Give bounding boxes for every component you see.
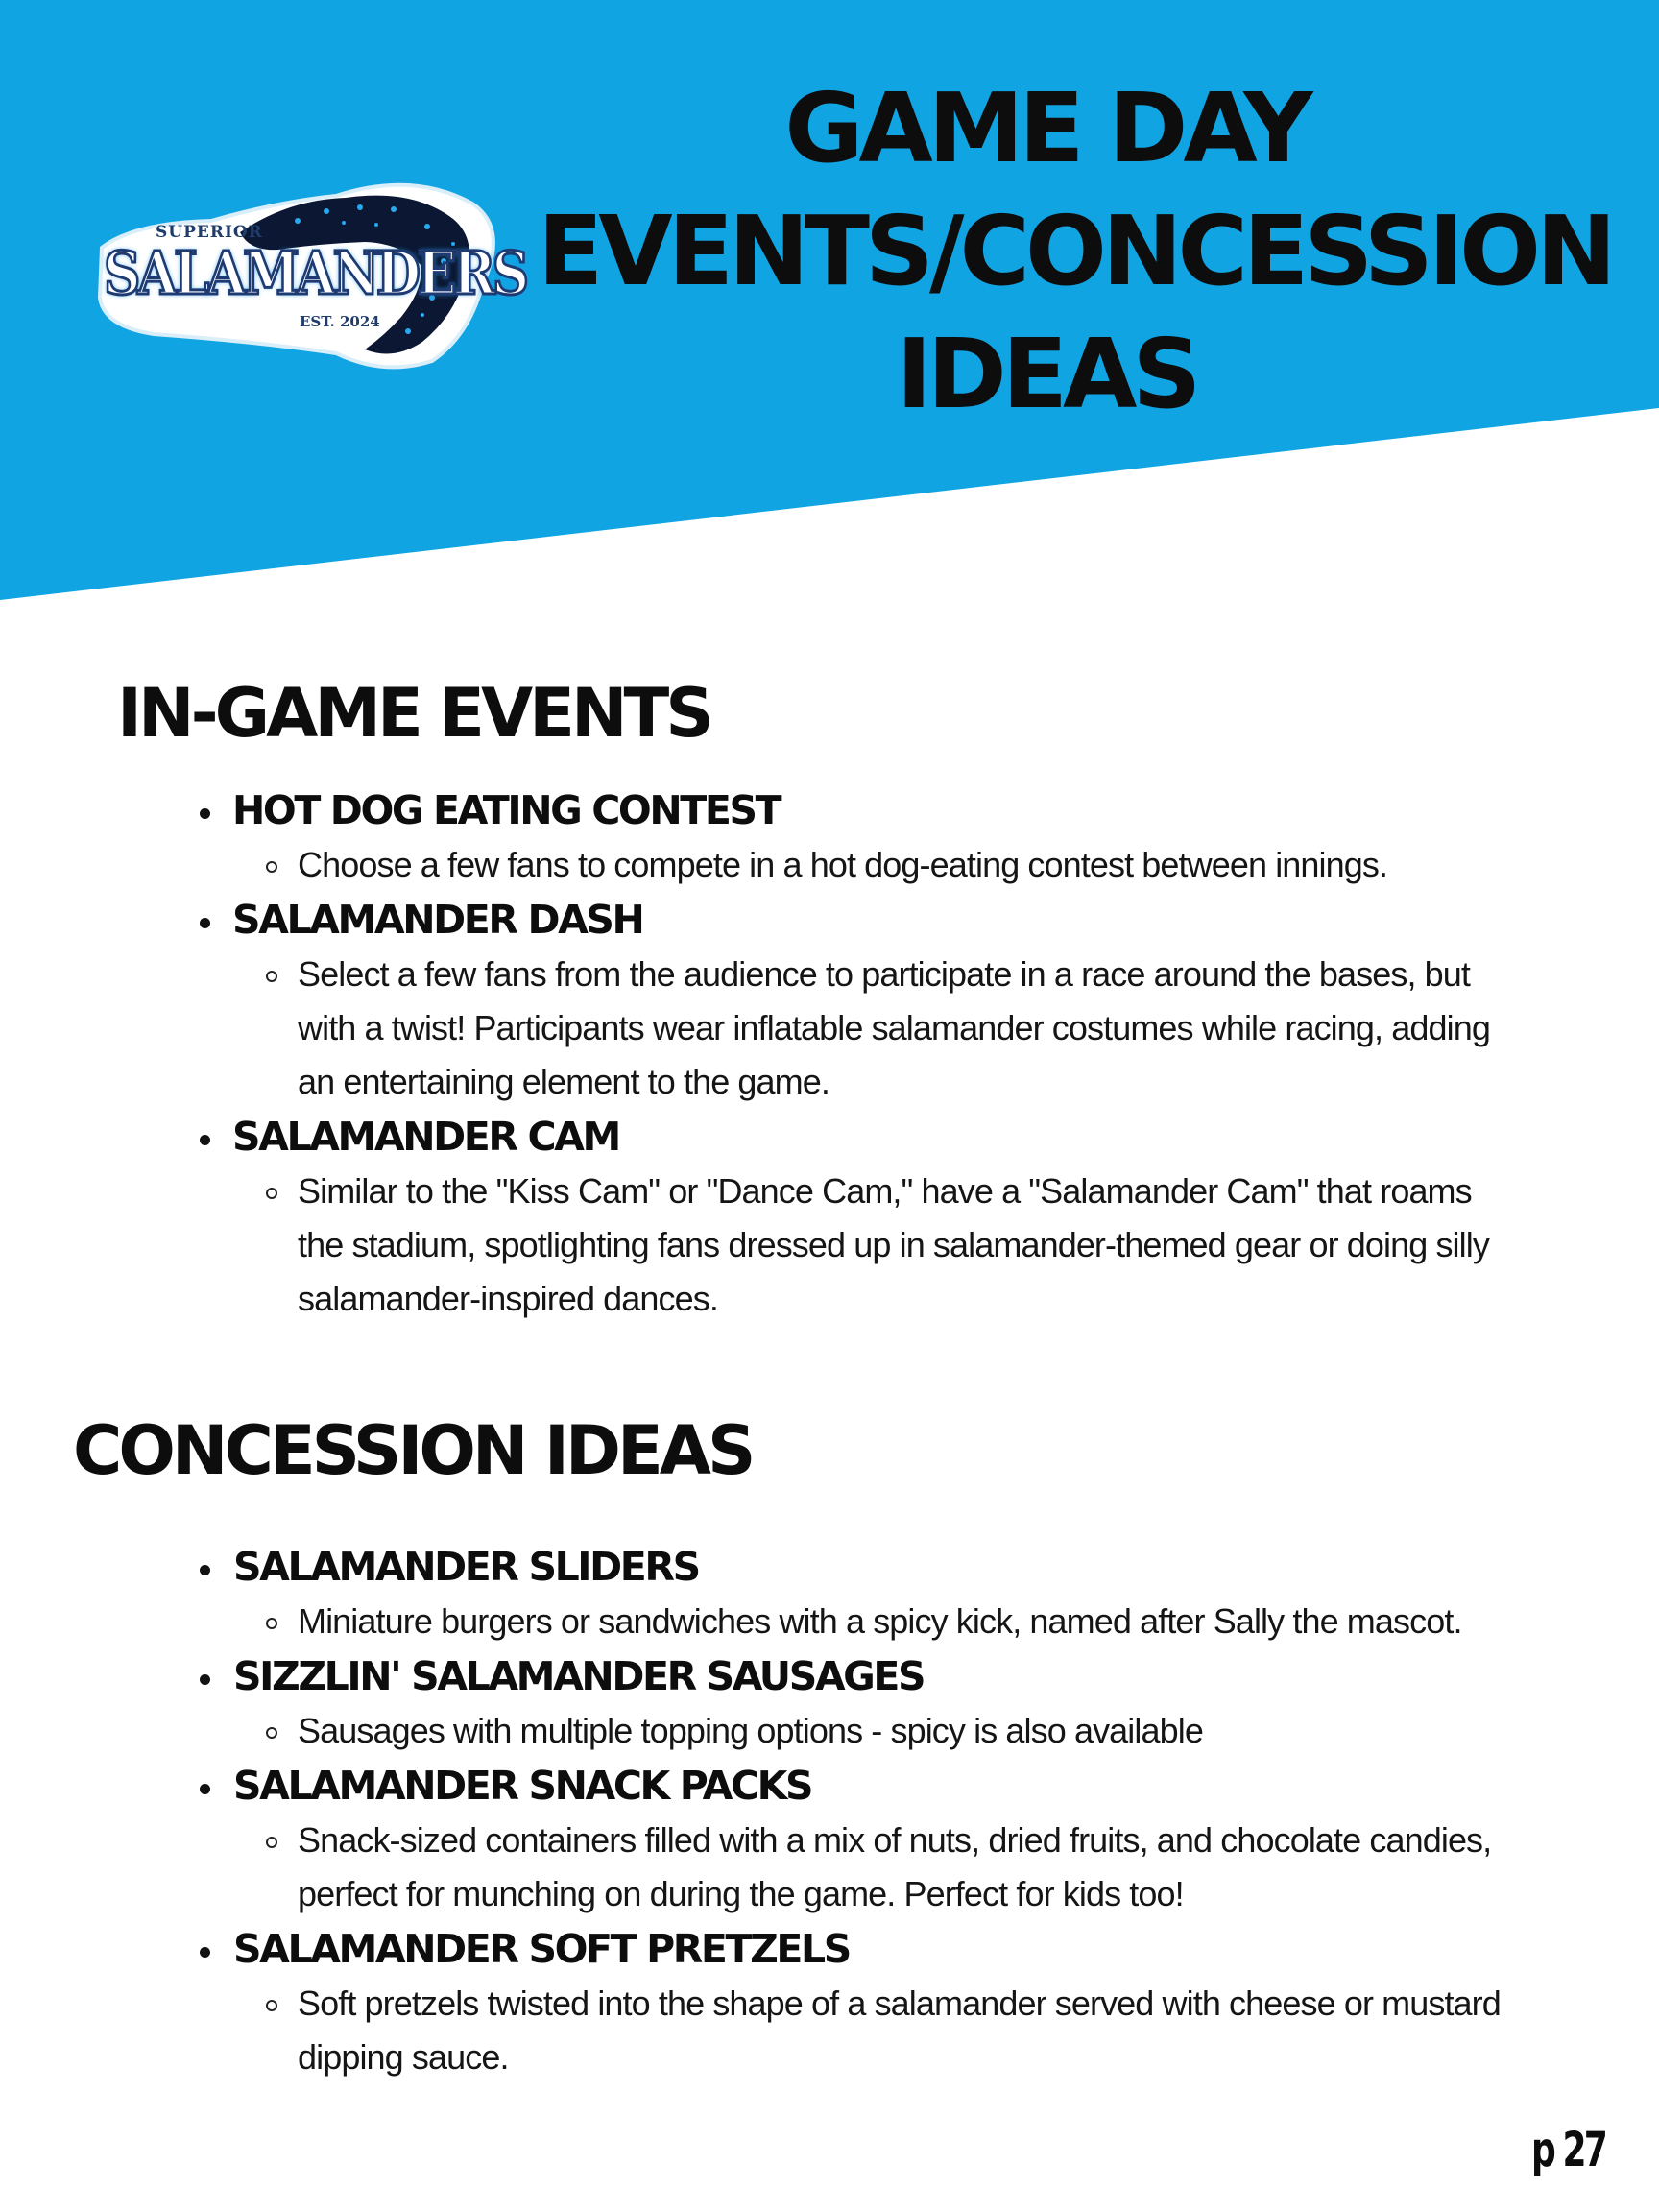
- page-number: p 27: [1531, 2122, 1605, 2177]
- title-line: IDEAS: [896, 318, 1197, 430]
- list-item: [0, 1758, 1659, 1921]
- logo-top-text: SUPERIOR: [156, 223, 263, 242]
- in-game-events-heading: IN-GAME EVENTS: [117, 674, 710, 753]
- concession-ideas-heading: CONCESSION IDEAS: [73, 1411, 753, 1490]
- item-description: Sausages with multiple topping options - spicy is also available: [0, 1704, 1659, 1758]
- item-description: Choose a few fans to compete in a hot dog-eating contest between innings.: [0, 838, 1659, 892]
- item-description: Select a few fans from the audience to participate in a race around the bases, but with a twist! Participants wear inflatable salamander costumes while racing, adding an entertaining element to the game.: [0, 948, 1659, 1109]
- list-item: [0, 782, 1659, 892]
- item-title: SALAMANDER SLIDERS: [0, 1539, 1659, 1595]
- item-title: SALAMANDER DASH: [0, 892, 1659, 948]
- concession-ideas-list: [0, 1539, 1659, 2084]
- item-title: SALAMANDER SNACK PACKS: [0, 1758, 1659, 1814]
- item-title: SALAMANDER CAM: [0, 1109, 1659, 1165]
- logo-est-text: EST. 2024: [300, 313, 380, 330]
- item-title: SIZZLIN' SALAMANDER SAUSAGES: [0, 1648, 1659, 1704]
- list-item: [0, 1648, 1659, 1758]
- title-line: GAME DAY: [784, 72, 1309, 184]
- list-item: [0, 1539, 1659, 1648]
- item-description: Snack-sized containers filled with a mix of nuts, dried fruits, and chocolate candies, perfect for munching on during the game. Perfect for kids too!: [0, 1814, 1659, 1921]
- item-description: Soft pretzels twisted into the shape of a salamander served with cheese or mustard dipping sauce.: [0, 1977, 1659, 2084]
- page-title: [538, 67, 1612, 436]
- in-game-events-list: [0, 782, 1659, 1326]
- list-item: [0, 1109, 1659, 1326]
- list-item: [0, 1921, 1659, 2084]
- item-title: HOT DOG EATING CONTEST: [0, 782, 1659, 838]
- item-description: Similar to the "Kiss Cam" or "Dance Cam," have a "Salamander Cam" that roams the stadium, spotlighting fans dressed up in salamander-themed gear or doing silly salamander-inspired dances.: [0, 1165, 1659, 1326]
- logo-main-text: SALAMANDERS: [104, 238, 526, 308]
- list-item: [0, 892, 1659, 1109]
- title-line: EVENTS/CONCESSION: [538, 195, 1612, 307]
- item-description: Miniature burgers or sandwiches with a spicy kick, named after Sally the mascot.: [0, 1595, 1659, 1648]
- item-title: SALAMANDER SOFT PRETZELS: [0, 1921, 1659, 1977]
- salamanders-logo: [96, 173, 526, 374]
